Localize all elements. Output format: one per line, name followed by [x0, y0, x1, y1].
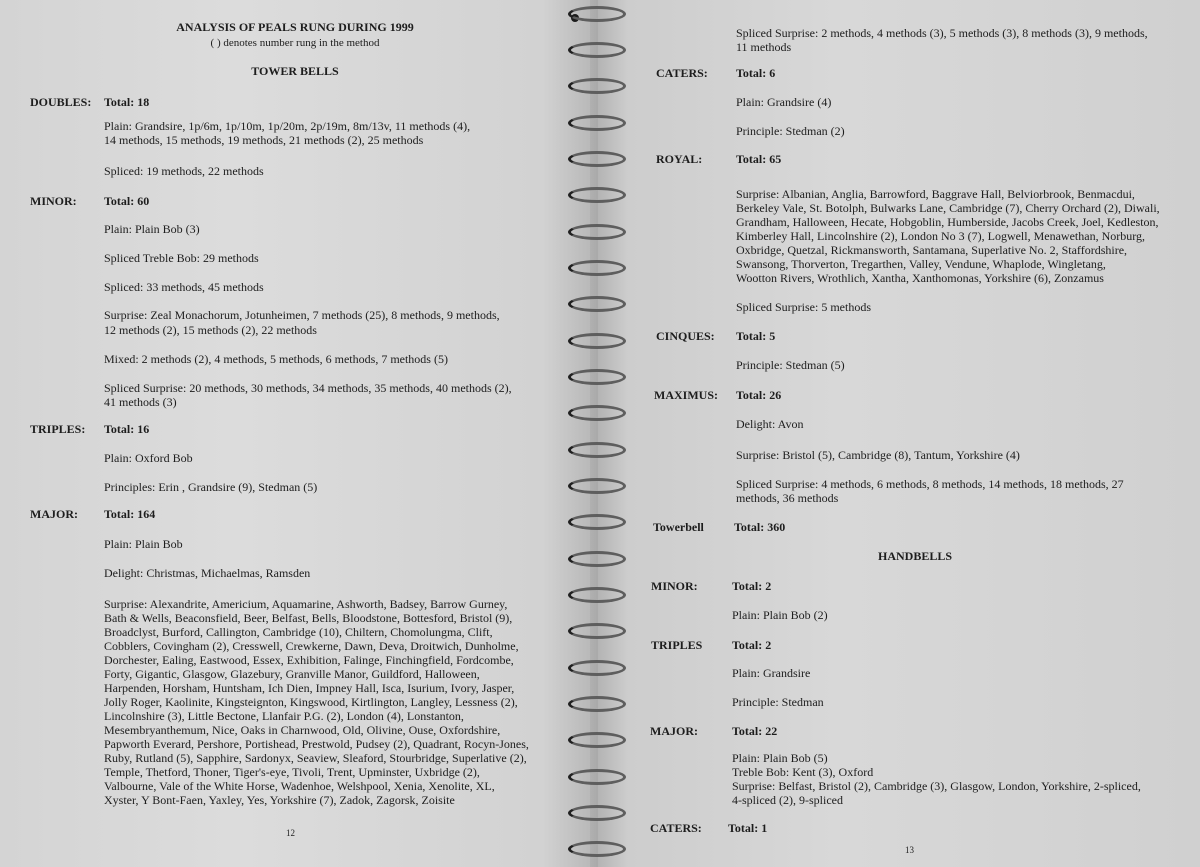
hb-caters-label: CATERS: — [650, 821, 702, 835]
doubles-label: DOUBLES: — [30, 95, 92, 109]
hb-triples-principle: Principle: Stedman — [732, 695, 824, 709]
doubles-plain-line2: 14 methods, 15 methods, 19 methods, 21 methods (2), 25 methods — [104, 133, 424, 147]
royal-spliced-cont-line2: 11 methods — [736, 40, 792, 54]
minor-plain: Plain: Plain Bob (3) — [104, 222, 200, 236]
caters-total: Total: 6 — [736, 66, 776, 80]
hb-minor-label: MINOR: — [651, 579, 698, 593]
major-surprise-line: Mesembryanthemum, Nice, Oaks in Charnwood, Old, Olivine, Ouse, Oxfordshire, — [104, 723, 501, 737]
doubles-total: Total: 18 — [104, 95, 150, 109]
royal-surprise-line: Berkeley Vale, St. Botolph, Bulwarks Lane, Cambridge (7), Cherry Orchard (2), Diwali, — [736, 201, 1160, 215]
binding-ring — [568, 732, 626, 748]
hb-minor-total: Total: 2 — [732, 579, 772, 593]
binding-ring — [568, 6, 626, 22]
major-total: Total: 164 — [104, 507, 156, 521]
binding-ring — [568, 696, 626, 712]
minor-spliced: Spliced: 33 methods, 45 methods — [104, 280, 264, 294]
major-delight: Delight: Christmas, Michaelmas, Ramsden — [104, 566, 311, 580]
binding-ring — [568, 405, 626, 421]
binding-ring — [568, 42, 626, 58]
major-surprise-line: Bath & Wells, Beaconsfield, Beer, Belfast, Bells, Bloodstone, Bottesford, Bristol (9), — [104, 611, 513, 625]
binding-ring — [568, 442, 626, 458]
major-surprise-line: Forty, Gigantic, Glasgow, Glazebury, Granville Manor, Guildford, Halloween, — [104, 667, 480, 681]
binding-ring — [568, 587, 626, 603]
royal-surprise-line: Grandham, Halloween, Hecate, Hobgoblin, Humberside, Jacobs Creek, Joel, Kedleston, — [736, 215, 1159, 229]
cinques-total: Total: 5 — [736, 329, 776, 343]
maximus-spliced-line1: Spliced Surprise: 4 methods, 6 methods, 8 methods, 14 methods, 18 methods, 27 — [736, 477, 1124, 491]
hb-minor-plain: Plain: Plain Bob (2) — [732, 608, 828, 622]
triples-principles: Principles: Erin , Grandsire (9), Stedman (5) — [104, 480, 318, 494]
minor-surprise-line2: 12 methods (2), 15 methods (2), 22 methods — [104, 323, 317, 337]
caters-label: CATERS: — [656, 66, 708, 80]
royal-spliced-cont-line1: Spliced Surprise: 2 methods, 4 methods (3), 5 methods (3), 8 methods (3), 9 methods, — [736, 26, 1148, 40]
hb-major-label: MAJOR: — [650, 724, 698, 738]
royal-surprise-line: Swansong, Thorverton, Tregarthen, Valley, Vendune, Whaplode, Wingletang, — [736, 257, 1106, 271]
major-surprise-line: Harpenden, Horsham, Huntsham, Ich Dien, Impney Hall, Isca, Isurium, Ivory, Jasper, — [104, 681, 515, 695]
major-surprise-line: Surprise: Alexandrite, Americium, Aquamarine, Ashworth, Badsey, Barrow Gurney, — [104, 597, 508, 611]
left-page — [0, 0, 590, 867]
major-surprise-line: Broadclyst, Burford, Callington, Cambridge (10), Chiltern, Chomolungma, Clift, — [104, 625, 493, 639]
minor-total: Total: 60 — [104, 194, 150, 208]
minor-label: MINOR: — [30, 194, 77, 208]
minor-surprise-line1: Surprise: Zeal Monachorum, Jotunheimen, 7 methods (25), 8 methods, 9 methods, — [104, 308, 500, 322]
tower-bells-heading: TOWER BELLS — [251, 64, 339, 78]
cinques-principle: Principle: Stedman (5) — [736, 358, 845, 372]
royal-label: ROYAL: — [656, 152, 703, 166]
binding-ring — [568, 187, 626, 203]
page-number-left: 12 — [286, 828, 295, 838]
binding-ring — [568, 151, 626, 167]
royal-surprise-line: Kimberley Hall, Lincolnshire (2), London No 3 (7), Logwell, Menawethan, Norburg, — [736, 229, 1146, 243]
minor-spliced-surprise-line2: 41 methods (3) — [104, 395, 177, 409]
binding-ring — [568, 369, 626, 385]
hb-triples-total: Total: 2 — [732, 638, 772, 652]
hb-major-plain: Plain: Plain Bob (5) — [732, 751, 828, 765]
binding-ring — [568, 478, 626, 494]
binding-ring — [568, 260, 626, 276]
handbells-heading: HANDBELLS — [878, 549, 953, 563]
triples-plain: Plain: Oxford Bob — [104, 451, 193, 465]
major-label: MAJOR: — [30, 507, 78, 521]
hb-major-surprise-line1: Surprise: Belfast, Bristol (2), Cambridge (3), Glasgow, London, Yorkshire, 2-spliced, — [732, 779, 1141, 793]
triples-label: TRIPLES: — [30, 422, 86, 436]
hb-major-total: Total: 22 — [732, 724, 778, 738]
major-surprise-line: Temple, Thetford, Thoner, Tiger's-eye, Tivoli, Trent, Upminster, Uxbridge (2), — [104, 765, 480, 779]
caters-principle: Principle: Stedman (2) — [736, 124, 845, 138]
major-surprise-line: Lincolnshire (3), Little Bectone, Llanfair P.G. (2), London (4), Lonstanton, — [104, 709, 464, 723]
maximus-total: Total: 26 — [736, 388, 782, 402]
royal-total: Total: 65 — [736, 152, 782, 166]
binding-ring — [568, 551, 626, 567]
cinques-label: CINQUES: — [656, 329, 715, 343]
binding-ring — [568, 769, 626, 785]
hb-major-surprise-line2: 4-spliced (2), 9-spliced — [732, 793, 843, 807]
minor-mixed: Mixed: 2 methods (2), 4 methods, 5 methods, 6 methods, 7 methods (5) — [104, 352, 448, 366]
major-surprise-line: Xyster, Y Bont-Faen, Yaxley, Yes, Yorkshire (7), Zadok, Zagorsk, Zoisite — [104, 793, 455, 807]
binding-ring — [568, 514, 626, 530]
hb-triples-plain: Plain: Grandsire — [732, 666, 811, 680]
hb-caters-total: Total: 1 — [728, 821, 768, 835]
major-surprise-line: Jolly Roger, Kaolinite, Kingsteignton, Kingswood, Kirtlington, Langley, Lessness (2), — [104, 695, 518, 709]
maximus-delight: Delight: Avon — [736, 417, 804, 431]
royal-surprise-line: Wootton Rivers, Wrothlich, Xantha, Xanthomonas, Yorkshire (6), Zonzamus — [736, 271, 1104, 285]
towerbell-label: Towerbell — [653, 520, 704, 534]
binding-ring — [568, 115, 626, 131]
binding-ring — [568, 841, 626, 857]
towerbell-total: Total: 360 — [734, 520, 786, 534]
right-page — [598, 0, 1200, 867]
page-subtitle: ( ) denotes number rung in the method — [210, 37, 380, 49]
major-surprise-line: Ruby, Rutland (5), Sapphire, Sardonyx, Seaview, Sleaford, Stourbridge, Superlative (2), — [104, 751, 527, 765]
major-surprise-line: Papworth Everard, Pershore, Portishead, Prestwold, Pudsey (2), Quadrant, Rocyn-Jones, — [104, 737, 529, 751]
minor-spliced-surprise-line1: Spliced Surprise: 20 methods, 30 methods, 34 methods, 35 methods, 40 methods (2), — [104, 381, 512, 395]
minor-spliced-treble-bob: Spliced Treble Bob: 29 methods — [104, 251, 259, 265]
binding-ring — [568, 805, 626, 821]
page-title: ANALYSIS OF PEALS RUNG DURING 1999 — [176, 20, 414, 34]
royal-surprise-line: Surprise: Albanian, Anglia, Barrowford, Baggrave Hall, Belviorbrook, Benmacdui, — [736, 187, 1135, 201]
royal-surprise-line: Oxbridge, Quetzal, Rickmansworth, Santamana, Superlative No. 2, Staffordshire, — [736, 243, 1128, 257]
major-plain: Plain: Plain Bob — [104, 537, 183, 551]
binding-ring — [568, 623, 626, 639]
maximus-spliced-line2: methods, 36 methods — [736, 491, 839, 505]
caters-plain: Plain: Grandsire (4) — [736, 95, 832, 109]
binding-ring — [568, 78, 626, 94]
major-surprise-line: Dorchester, Ealing, Eastwood, Essex, Exhibition, Falinge, Finchingfield, Fordcombe, — [104, 653, 514, 667]
doubles-spliced: Spliced: 19 methods, 22 methods — [104, 164, 264, 178]
maximus-label: MAXIMUS: — [654, 388, 718, 402]
major-surprise-line: Valbourne, Vale of the White Horse, Wadenhoe, Welshpool, Xenia, Xenolite, XL, — [104, 779, 495, 793]
binding-ring — [568, 296, 626, 312]
major-surprise-line: Cobblers, Covingham (2), Cresswell, Crewkerne, Dawn, Deva, Droitwich, Dunholme, — [104, 639, 519, 653]
maximus-surprise: Surprise: Bristol (5), Cambridge (8), Tantum, Yorkshire (4) — [736, 448, 1020, 462]
hb-major-treble-bob: Treble Bob: Kent (3), Oxford — [732, 765, 874, 779]
page-number-right: 13 — [905, 845, 914, 855]
royal-spliced-surprise: Spliced Surprise: 5 methods — [736, 300, 871, 314]
doubles-plain-line1: Plain: Grandsire, 1p/6m, 1p/10m, 1p/20m, 2p/19m, 8m/13v, 11 methods (4), — [104, 119, 471, 133]
triples-total: Total: 16 — [104, 422, 150, 436]
hb-triples-label: TRIPLES — [651, 638, 703, 652]
binding-ring — [568, 224, 626, 240]
binding-ring — [568, 333, 626, 349]
binding-ring — [568, 660, 626, 676]
